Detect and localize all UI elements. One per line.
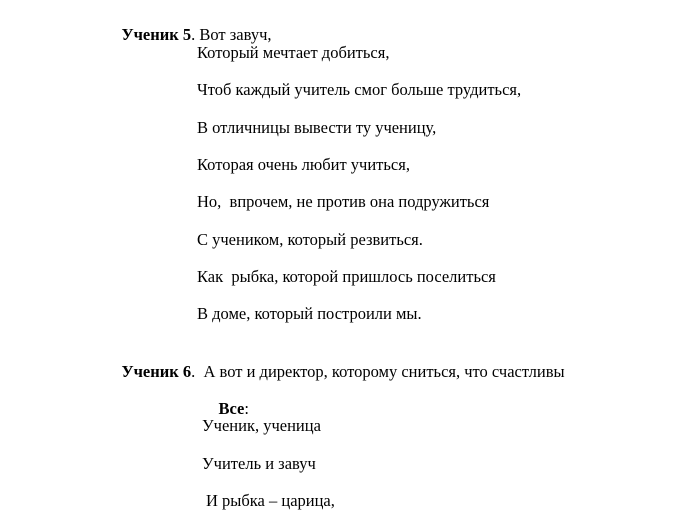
verse-line: Чтоб каждый учитель смог больше трудиться, <box>197 80 522 99</box>
all-label-colon: : <box>244 399 249 418</box>
verse-text: . Вот завуч, <box>191 25 272 44</box>
verse-line: Но, впрочем, не против она подружиться <box>197 192 490 211</box>
verse-line: С учеником, который резвиться. <box>197 230 423 249</box>
verse-line: Учитель и завуч <box>202 454 316 473</box>
verse-line: Как рыбка, которой пришлось поселиться <box>197 267 496 286</box>
verse-line: Ученик, ученица <box>202 416 321 435</box>
speaker-label: Ученик 6 <box>121 362 192 381</box>
verse-line: Который мечтает добиться, <box>197 43 390 62</box>
stanza2-first-line <box>105 342 565 402</box>
speaker-label: Ученик 5 <box>121 25 192 44</box>
all-label: Все <box>218 399 245 418</box>
verse-line: В отличницы вывести ту ученицу, <box>197 118 437 137</box>
verse-line: В доме, который построили мы. <box>197 304 422 323</box>
verse-line: И рыбка – царица, <box>206 491 335 510</box>
verse-line: Которая очень любит учиться, <box>197 155 410 174</box>
verse-text: . А вот и директор, которому сниться, что счастливы <box>191 362 565 381</box>
